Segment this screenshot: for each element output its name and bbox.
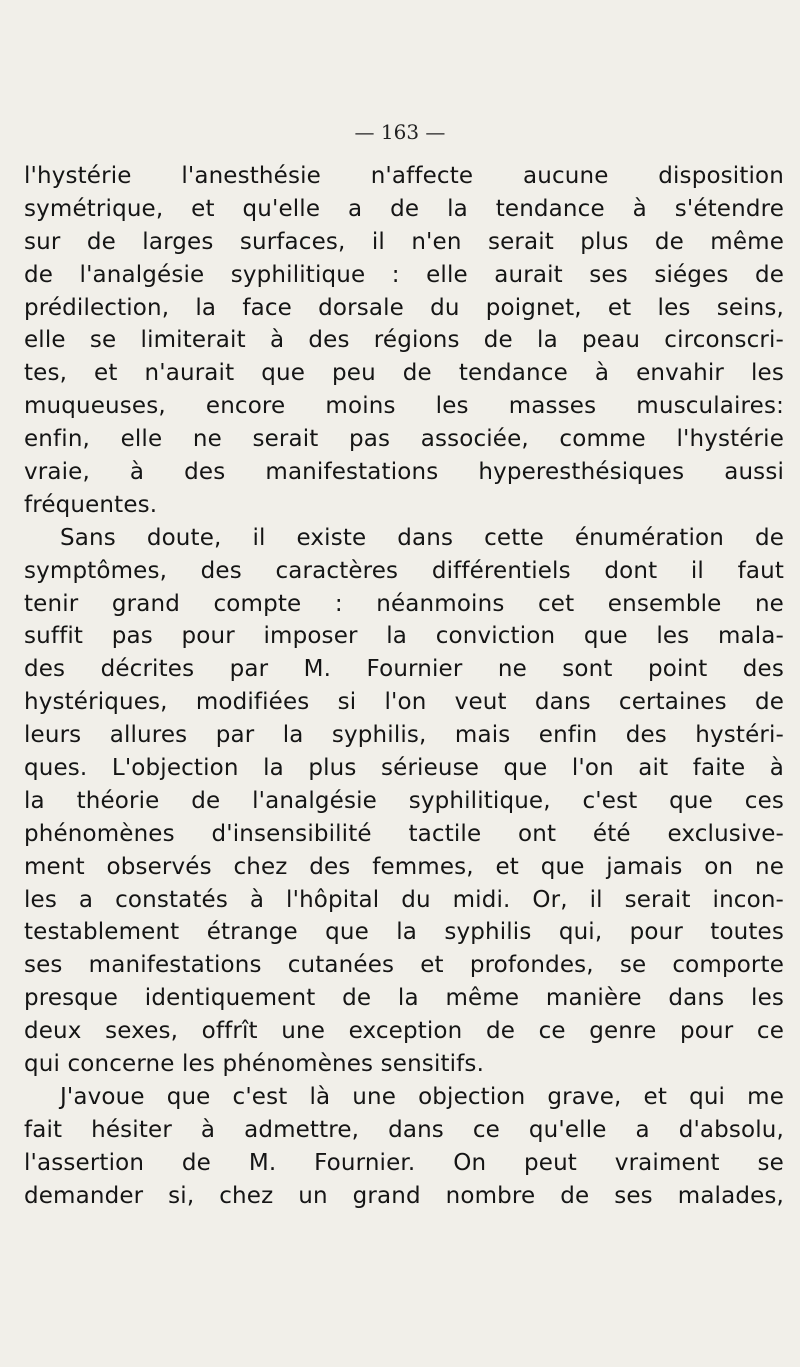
text-line: sur de larges surfaces, il n'en serait plus de même (24, 228, 784, 255)
paragraph-start-line: Sans doute, il existe dans cette énumération de (60, 524, 784, 551)
text-line: presque identiquement de la même manière dans les (24, 985, 784, 1012)
text-line: ques. L'objection la plus sérieuse que l'on ait faite à (24, 755, 784, 782)
text-line: symptômes, des caractères différentiels dont il faut (24, 557, 784, 584)
text-line: ment observés chez des femmes, et que jamais on ne (24, 853, 784, 880)
text-line: l'hystérie l'anesthésie n'affecte aucune disposition (24, 163, 784, 189)
text-line: symétrique, et qu'elle a de la tendance à s'étendre (24, 195, 784, 222)
text-line: vraie, à des manifestations hyperesthésiques aussi (24, 459, 784, 486)
text-line: leurs allures par la syphilis, mais enfin des hystéri- (24, 722, 784, 749)
text-line: de l'analgésie syphilitique : elle aurait ses siéges de (24, 261, 784, 288)
text-line: les a constatés à l'hôpital du midi. Or, il serait incon- (24, 886, 784, 913)
text-line: des décrites par M. Fournier ne sont point des (24, 656, 784, 683)
text-line: demander si, chez un grand nombre de ses malades, (24, 1182, 784, 1209)
text-line: deux sexes, offrît une exception de ce genre pour ce (24, 1018, 784, 1045)
text-line: prédilection, la face dorsale du poignet, et les seins, (24, 294, 784, 321)
paragraph-end-line: qui concerne les phénomènes sensitifs. (24, 1051, 485, 1078)
page-number: — 163 — (354, 120, 446, 144)
text-line: fait hésiter à admettre, dans ce qu'elle a d'absolu, (24, 1116, 784, 1143)
text-line: muqueuses, encore moins les masses musculaires: (24, 393, 784, 420)
paragraph-start-line: J'avoue que c'est là une objection grave, et qui me (60, 1083, 784, 1110)
text-line: suffit pas pour imposer la conviction que les mala- (24, 623, 784, 650)
paragraph-end-line: fréquentes. (24, 491, 158, 518)
text-line: phénomènes d'insensibilité tactile ont été exclusive- (24, 820, 784, 847)
text-line: elle se limiterait à des régions de la peau circonscri- (24, 327, 784, 354)
text-line: ses manifestations cutanées et profondes, se comporte (24, 952, 784, 979)
text-line: tenir grand compte : néanmoins cet ensemble ne (24, 590, 784, 617)
text-line: l'assertion de M. Fournier. On peut vraiment se (24, 1149, 784, 1176)
body-text (24, 160, 784, 1213)
text-line: tes, et n'aurait que peu de tendance à envahir les (24, 360, 784, 387)
text-line: hystériques, modifiées si l'on veut dans certaines de (24, 689, 784, 716)
text-line: enfin, elle ne serait pas associée, comme l'hystérie (24, 426, 784, 453)
text-line: testablement étrange que la syphilis qui, pour toutes (24, 919, 784, 946)
text-line: la théorie de l'analgésie syphilitique, c'est que ces (24, 787, 784, 814)
